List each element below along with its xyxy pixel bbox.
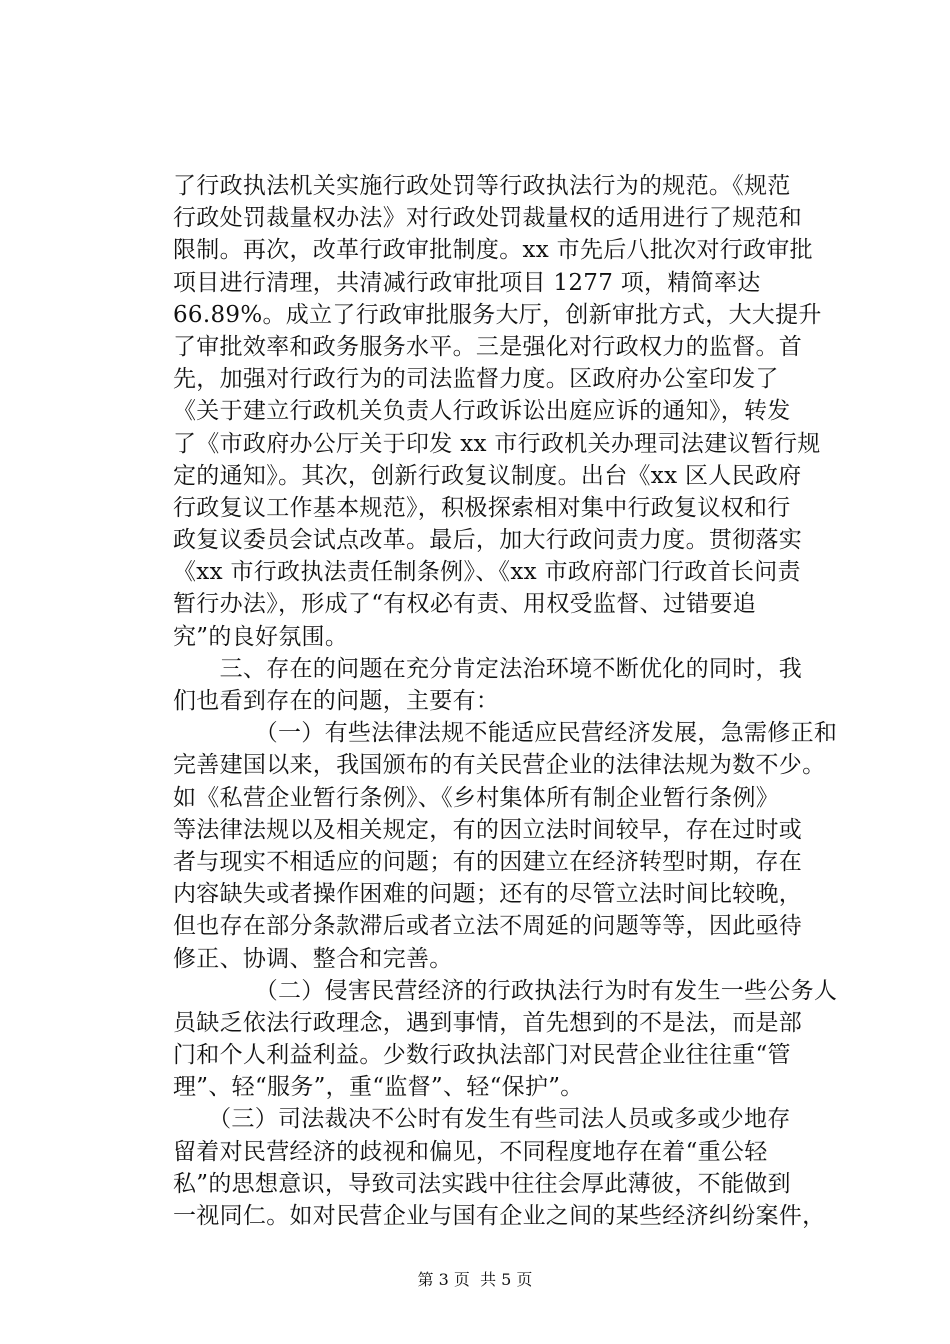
text-line: 行政复议工作基本规范》，积极探索相对集中行政复议权和行 xyxy=(173,494,791,521)
text-line: 们也看到存在的问题，主要有： xyxy=(173,688,500,714)
text-line: 了审批效率和政务服务水平。三是强化对行政权力的监督。首 xyxy=(173,333,803,360)
text-line: 私”的思想意识，导致司法实践中往往会厚此薄彼，不能做到 xyxy=(173,1170,791,1197)
text-line: 理”、轻“服务”，重“监督”、轻“保护”。 xyxy=(173,1074,584,1101)
text-line: 《xx 市行政执法责任制条例》、《xx 市政府部门行政首长问责 xyxy=(173,559,801,586)
text-line: 限制。再次，改革行政审批制度。xx 市先后八批次对行政审批 xyxy=(173,237,813,264)
text-line: （一）有些法律法规不能适应民营经济发展，急需修正和 xyxy=(173,720,838,747)
text-line: 定的通知》。其次，创新行政复议制度。出台《xx 区人民政府 xyxy=(173,462,802,489)
text-line: 项目进行清理，共清减行政审批项目 1277 项，精简率达 xyxy=(173,269,761,296)
text-line: 政复议委员会试点改革。最后，加大行政问责力度。贯彻落实 xyxy=(173,527,803,554)
text-line: 如《私营企业暂行条例》、《乡村集体所有制企业暂行条例》 xyxy=(173,784,780,811)
text-line: 一视同仁。如对民营企业与国有企业之间的某些经济纠纷案件， xyxy=(173,1203,826,1229)
text-line: 员缺乏依法行政理念，遇到事情，首先想到的不是法，而是部 xyxy=(173,1009,803,1036)
text-line: 了《市政府办公厅关于印发 xx 市行政机关办理司法建议暂行规 xyxy=(173,430,821,457)
text-line: 门和个人利益利益。少数行政执法部门对民营企业往往重“管 xyxy=(173,1042,791,1069)
page-footer xyxy=(0,1270,950,1290)
text-line: 了行政执法机关实施行政处罚等行政执法行为的规范。《规范 xyxy=(173,173,791,199)
text-line: 等法律法规以及相关规定，有的因立法时间较早，存在过时或 xyxy=(173,816,803,843)
text-line: （二）侵害民营经济的行政执法行为时有发生一些公务人 xyxy=(173,977,838,1004)
document-body xyxy=(173,170,838,1232)
text-line: 66.89%。成立了行政审批服务大厅，创新审批方式，大大提升 xyxy=(173,301,822,328)
text-line: 暂行办法》，形成了“有权必有责、用权受监督、过错要追 xyxy=(173,591,757,618)
page-number: 第 3 页 共 5 页 xyxy=(417,1270,533,1289)
text-line: 但也存在部分条款滞后或者立法不周延的问题等等，因此亟待 xyxy=(173,913,803,940)
text-line: 完善建国以来，我国颁布的有关民营企业的法律法规为数不少。 xyxy=(173,752,826,779)
text-line: 究”的良好氛围。 xyxy=(173,623,349,650)
text-line: 修正、协调、整合和完善。 xyxy=(173,945,453,972)
text-line: 行政处罚裁量权办法》对行政处罚裁量权的适用进行了规范和 xyxy=(173,205,803,232)
text-line: 三、存在的问题在充分肯定法治环境不断优化的同时，我 xyxy=(173,655,803,682)
text-line: （三）司法裁决不公时有发生有些司法人员或多或少地存 xyxy=(173,1106,791,1133)
text-line: 留着对民营经济的歧视和偏见，不同程度地存在着“重公轻 xyxy=(173,1138,768,1165)
text-line: 《关于建立行政机关负责人行政诉讼出庭应诉的通知》，转发 xyxy=(173,398,791,425)
text-line: 先，加强对行政行为的司法监督力度。区政府办公室印发了 xyxy=(173,366,779,393)
text-line: 内容缺失或者操作困难的问题；还有的尽管立法时间比较晚， xyxy=(173,881,803,908)
text-line: 者与现实不相适应的问题；有的因建立在经济转型时期，存在 xyxy=(173,848,803,875)
